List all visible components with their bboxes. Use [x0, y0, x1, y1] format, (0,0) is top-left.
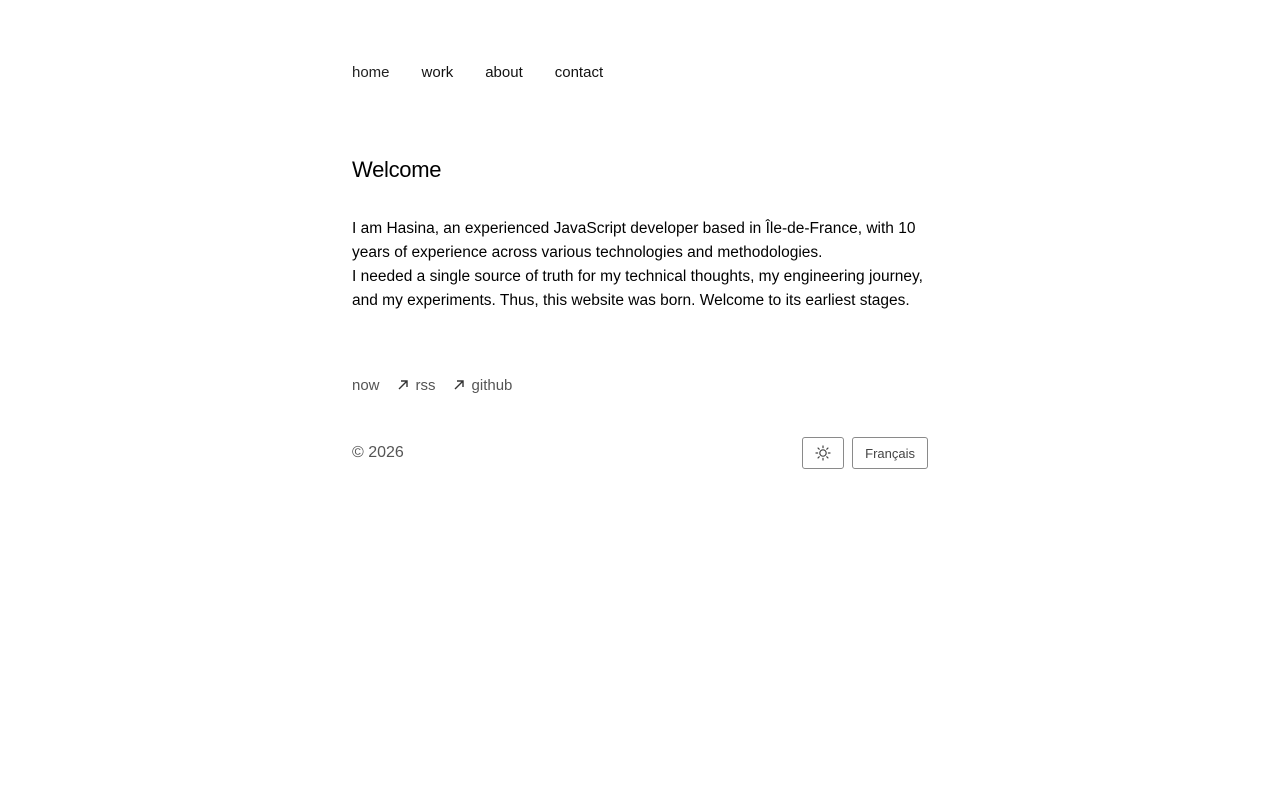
- theme-toggle-button[interactable]: [802, 437, 844, 469]
- footer-actions: [802, 437, 928, 469]
- rss-link-label: rss: [415, 376, 436, 394]
- github-link-label: github: [471, 376, 513, 394]
- rss-link[interactable]: [396, 377, 436, 394]
- main-nav: [352, 62, 928, 82]
- github-link[interactable]: [452, 377, 513, 394]
- sun-icon: [815, 445, 831, 461]
- page-title: Welcome: [352, 157, 442, 182]
- nav-home-link[interactable]: home: [352, 63, 390, 81]
- arrow-up-right-icon: [452, 378, 466, 392]
- copyright-text: © 2026: [352, 444, 404, 461]
- intro-paragraph: I needed a single source of truth for my technical thoughts, my engineering journey, and my experiments. Thus, this website was born. Welcome to its earliest stages.: [352, 268, 923, 309]
- arrow-up-right-icon: [396, 378, 410, 392]
- intro-text: [352, 217, 928, 313]
- nav-contact-link[interactable]: contact: [554, 63, 604, 81]
- nav-work-link[interactable]: work: [421, 63, 454, 81]
- footer: [352, 437, 928, 469]
- secondary-links: [352, 373, 928, 397]
- now-link-label: now: [352, 376, 380, 394]
- nav-about-link[interactable]: about: [485, 63, 523, 81]
- intro-paragraph: I am Hasina, an experienced JavaScript developer based in Île-de-France, with 10 years of experience across various technologies and methodologies.: [352, 220, 916, 261]
- now-link[interactable]: [352, 377, 380, 394]
- page: [352, 0, 928, 469]
- language-switch-button[interactable]: Français: [852, 437, 928, 469]
